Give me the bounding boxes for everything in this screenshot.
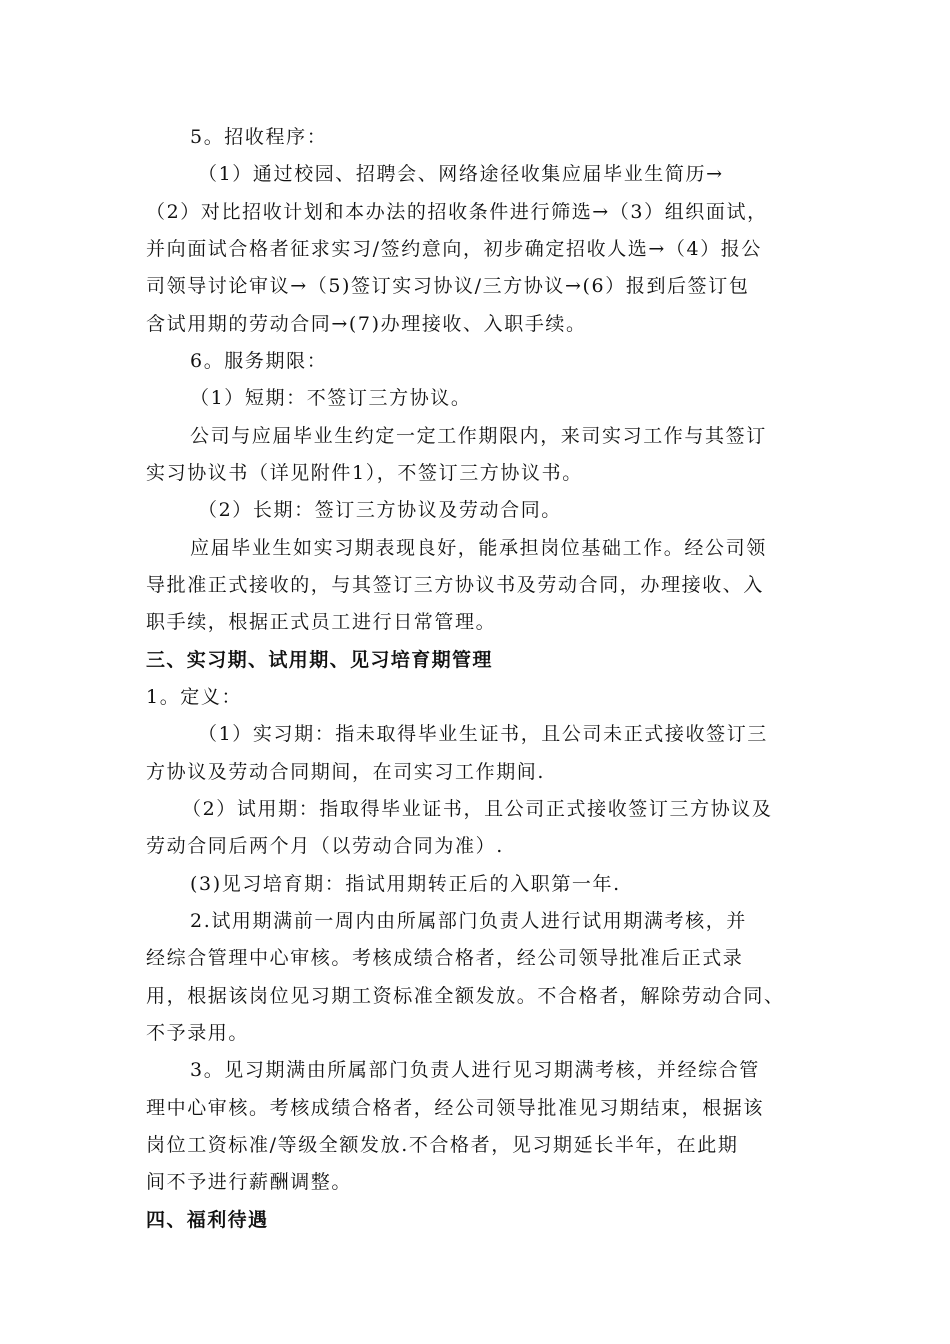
paragraph-line: 劳动合同后两个月（以劳动合同为准）.	[146, 835, 504, 857]
paragraph-line: 不予录用。	[146, 1022, 250, 1044]
section-6-title: 6。服务期限：	[190, 350, 328, 372]
procedure-steps-line: （2）对比招收计划和本办法的招收条件进行筛选→（3）组织面试，	[146, 201, 768, 223]
paragraph-line: 理中心审核。考核成绩合格者，经公司领导批准见习期结束，根据该	[146, 1097, 765, 1119]
definition-title: 1。定义：	[146, 686, 243, 708]
paragraph-line: 用，根据该岗位见习期工资标准全额发放。不合格者，解除劳动合同、	[146, 985, 785, 1007]
paragraph-line: 公司与应届毕业生约定一定工作期限内，来司实习工作与其签订	[190, 425, 767, 447]
procedure-steps-line: 司领导讨论审议→（5)签订实习协议/三方协议→(6）报到后签订包	[146, 275, 750, 297]
paragraph-line: 方协议及劳动合同期间，在司实习工作期间.	[146, 761, 546, 783]
paragraph-line: 间不予进行薪酬调整。	[146, 1171, 353, 1193]
short-term-item: （1）短期：不签订三方协议。	[190, 387, 472, 409]
procedure-steps-line: 并向面试合格者征求实习/签约意向，初步确定招收人选→（4）报公	[146, 238, 763, 260]
paragraph-line: 导批准正式接收的，与其签订三方协议书及劳动合同，办理接收、入	[146, 574, 765, 596]
probation-review-item: 2.试用期满前一周内由所属部门负责人进行试用期满考核，并	[190, 910, 747, 932]
section-5-title: 5。招收程序：	[190, 126, 328, 148]
section-heading-4: 四、福利待遇	[146, 1209, 269, 1231]
training-definition: (3)见习培育期：指试用期转正后的入职第一年.	[190, 873, 621, 895]
paragraph-line: 职手续，根据正式员工进行日常管理。	[146, 611, 497, 633]
training-review-item: 3。见习期满由所属部门负责人进行见习期满考核，并经综合管	[190, 1059, 760, 1081]
section-heading-3: 三、实习期、试用期、见习培育期管理	[146, 649, 493, 671]
probation-definition: （2）试用期：指取得毕业证书，且公司正式接收签订三方协议及	[182, 798, 773, 820]
internship-definition: （1）实习期：指未取得毕业生证书，且公司未正式接收签订三	[198, 723, 768, 745]
procedure-step-1: （1）通过校园、招聘会、网络途径收集应届毕业生简历→	[198, 163, 724, 185]
paragraph-line: 实习协议书（详见附件1），不签订三方协议书。	[146, 462, 583, 484]
procedure-steps-line: 含试用期的劳动合同→(7)办理接收、入职手续。	[146, 313, 587, 335]
paragraph-line: 应届毕业生如实习期表现良好，能承担岗位基础工作。经公司领	[190, 537, 767, 559]
paragraph-line: 经综合管理中心审核。考核成绩合格者，经公司领导批准后正式录	[146, 947, 744, 969]
paragraph-line: 岗位工资标准/等级全额发放.不合格者，见习期延长半年，在此期	[146, 1134, 739, 1156]
long-term-item: （2）长期：签订三方协议及劳动合同。	[198, 499, 562, 521]
